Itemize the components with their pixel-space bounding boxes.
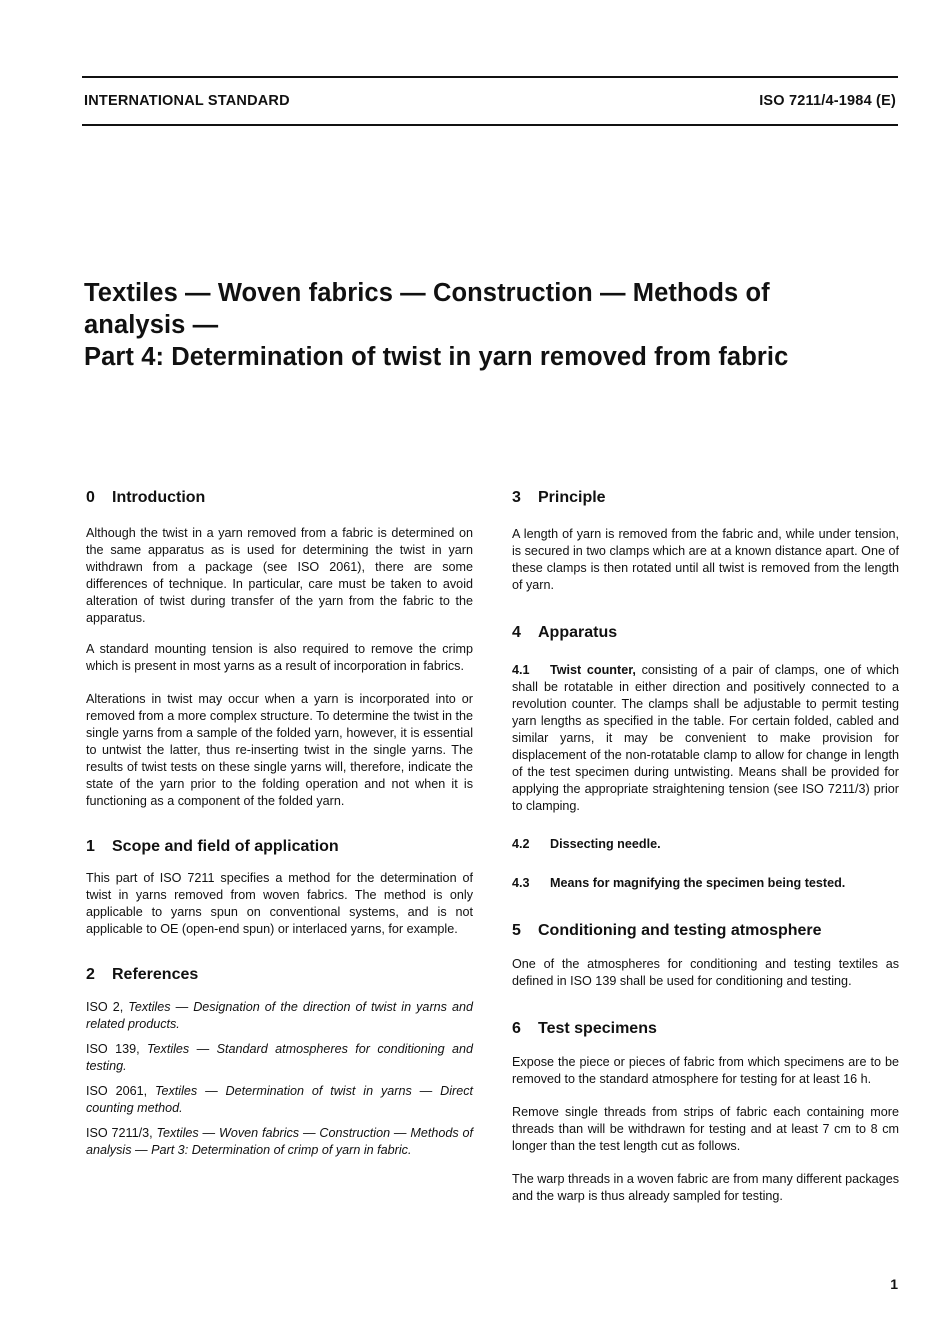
intro-paragraph-3: Alterations in twist may occur when a yarn is incorporated into or removed from a more complex structure. To determine the twist in the single yarns from a sample of the folded yarn, however, it is essential to untwist the latter, thus re-inserting twist in the single yarns. The results of twist tests on these single yarns will, therefore, indicate the state of the yarn prior to the folding operation and not when it is functioning as a component of the folded yarn.: [86, 692, 473, 808]
title-line-2: analysis —: [84, 311, 219, 339]
specimens-paragraph-3: The warp threads in a woven fabric are from many different packages and the warp is thus already sampled for testing.: [512, 1172, 899, 1203]
left-column: [86, 487, 473, 1159]
title-line-3: Part 4: Determination of twist in yarn removed from fabric: [84, 343, 789, 371]
section-5-heading: 5 Conditioning and testing atmosphere: [512, 922, 822, 939]
document-type: INTERNATIONAL STANDARD: [84, 93, 290, 109]
reference-item: ISO 7211/3, Textiles — Woven fabrics — Construction — Methods of analysis — Part 3: Determination of crimp of yarn in fabric.: [86, 1126, 473, 1157]
section-6-heading: 6 Test specimens: [512, 1020, 657, 1037]
section-1-heading: 1 Scope and field of application: [86, 838, 339, 855]
section-0-heading: 0 Introduction: [86, 489, 206, 506]
section-2-heading: 2 References: [86, 966, 199, 983]
header-top-rule: [82, 76, 898, 78]
section-3-heading: 3 Principle: [512, 489, 606, 506]
apparatus-4-3: 4.3 Means for magnifying the specimen being tested.: [512, 876, 846, 890]
conditioning-paragraph: One of the atmospheres for conditioning and testing textiles as defined in ISO 139 shall be used for conditioning and testing.: [512, 957, 899, 988]
apparatus-4-2: 4.2 Dissecting needle.: [512, 837, 661, 851]
apparatus-4-1: 4.1 Twist counter, consisting of a pair of clamps, one of which shall be rotatable in either direction and positively connected to a revolution counter. The clamps shall be adjustable to permit testing yarn lengths as specified in the table. For certain folded, cabled and similar yarns, it may be convenient to make provision for displacement of the non-rotatable clamp to allow for change in length of the test specimen during untwisting. Means shall be provided for applying the appropriate straightening tension (see ISO 7211/3) prior to clamping.: [512, 663, 900, 813]
page-number: 1: [890, 1276, 898, 1292]
section-4-heading: 4 Apparatus: [512, 624, 618, 641]
reference-item: ISO 2, Textiles — Designation of the direction of twist in yarns and related products.: [86, 1000, 473, 1031]
document-title: [84, 277, 924, 373]
principle-paragraph: A length of yarn is removed from the fabric and, while under tension, is secured in two clamps which are at a known distance apart. One of these clamps is then rotated until all twist is removed from the length of yarn.: [512, 527, 899, 592]
standard-number: ISO 7211/4-1984 (E): [759, 93, 896, 109]
specimens-paragraph-1: Expose the piece or pieces of fabric from which specimens are to be removed to the standard atmosphere for testing for at least 16 h.: [512, 1055, 899, 1086]
reference-item: ISO 139, Textiles — Standard atmospheres for conditioning and testing.: [86, 1042, 473, 1073]
scope-paragraph: This part of ISO 7211 specifies a method for the determination of twist in yarns removed from woven fabrics. The method is only applicable to yarns spun on conventional systems, and is not applicable to OE (open-end spun) or interlaced yarns, for example.: [86, 871, 473, 936]
right-column: [512, 487, 899, 1205]
intro-paragraph-2: A standard mounting tension is also required to remove the crimp which is present in most yarns as a result of incorporation in fabrics.: [86, 642, 473, 673]
intro-paragraph-1: Although the twist in a yarn removed from a fabric is determined on the same apparatus as is used for determining the twist in yarn withdrawn from a package (see ISO 2061), there are some differences of technique. In particular, care must be taken to avoid alteration of twist during transfer of the yarn from the fabric to the apparatus.: [86, 526, 473, 625]
title-line-1: Textiles — Woven fabrics — Construction — Methods of: [84, 279, 770, 307]
specimens-paragraph-2: Remove single threads from strips of fabric each containing more threads than will be withdrawn for testing and at least 7 cm to 8 cm longer than the test length cut as follows.: [512, 1105, 899, 1153]
header-bottom-rule: [82, 124, 898, 126]
reference-item: ISO 2061, Textiles — Determination of twist in yarns — Direct counting method.: [86, 1084, 473, 1115]
